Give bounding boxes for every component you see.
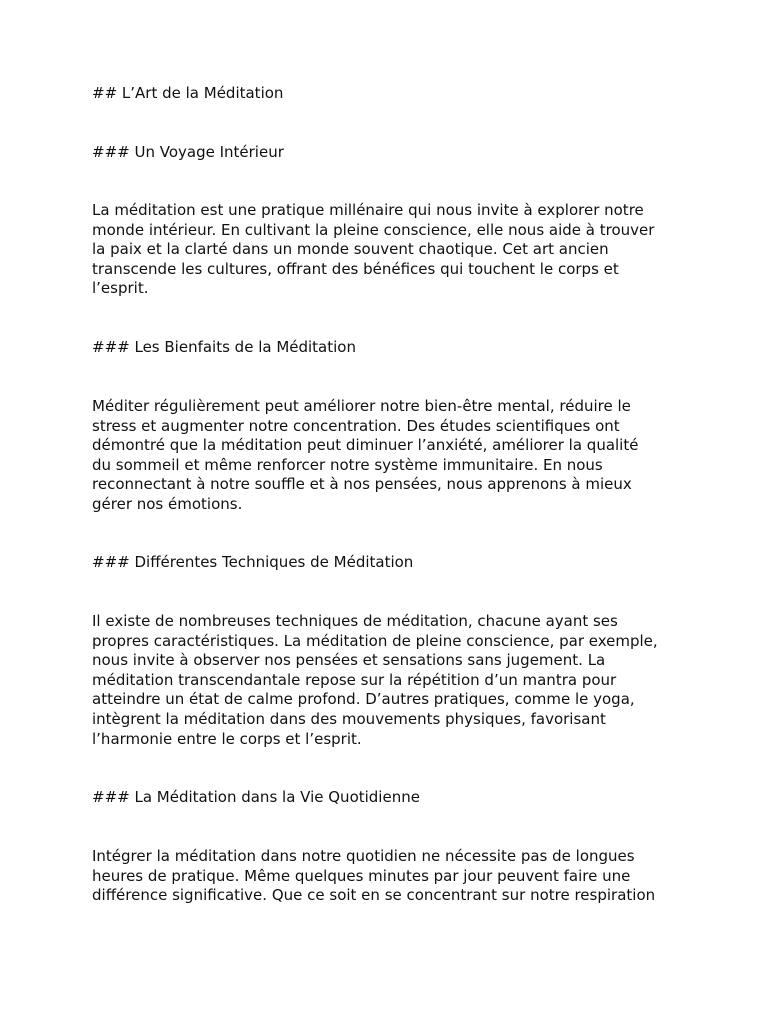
- paragraph-line: du sommeil et même renforcer notre système immunitaire. En nous: [92, 455, 603, 474]
- paragraph-line: transcende les cultures, offrant des bénéfices qui touchent le corps et: [92, 259, 619, 278]
- section-paragraph-voyage: [92, 201, 692, 299]
- section-heading: ### Un Voyage Intérieur: [92, 143, 284, 161]
- document-title: ## L’Art de la Méditation: [92, 84, 284, 102]
- section-heading: ### Différentes Techniques de Méditation: [92, 553, 414, 571]
- section-heading-bienfaits: [92, 338, 692, 358]
- paragraph-line: monde intérieur. En cultivant la pleine conscience, elle nous aide à trouver: [92, 220, 655, 239]
- section-heading-techniques: [92, 553, 692, 573]
- paragraph-line: la paix et la clarté dans un monde souvent chaotique. Cet art ancien: [92, 240, 609, 259]
- paragraph-line: La méditation est une pratique millénaire qui nous invite à explorer notre: [92, 201, 644, 219]
- section-paragraph-bienfaits: [92, 397, 692, 515]
- document-title-block: [92, 84, 692, 104]
- section-paragraph-techniques: [92, 612, 692, 749]
- paragraph-line: méditation transcendantale repose sur la répétition d’un mantra pour: [92, 670, 617, 689]
- paragraph-line: intègrent la méditation dans des mouvements physiques, favorisant: [92, 709, 606, 728]
- paragraph-line: démontré que la méditation peut diminuer l’anxiété, améliorer la qualité: [92, 436, 639, 455]
- paragraph-line: heures de pratique. Même quelques minutes par jour peuvent faire une: [92, 866, 631, 885]
- paragraph-line: Intégrer la méditation dans notre quotidien ne nécessite pas de longues: [92, 847, 635, 865]
- section-heading: ### La Méditation dans la Vie Quotidienne: [92, 788, 420, 806]
- section-heading-voyage: [92, 143, 692, 163]
- paragraph-line: l’esprit.: [92, 279, 149, 298]
- paragraph-line: gérer nos émotions.: [92, 494, 243, 513]
- paragraph-line: atteindre un état de calme profond. D’autres pratiques, comme le yoga,: [92, 690, 635, 709]
- paragraph-line: différence significative. Que ce soit en se concentrant sur notre respiration: [92, 886, 656, 905]
- section-heading: ### Les Bienfaits de la Méditation: [92, 338, 356, 356]
- paragraph-line: reconnectant à notre souffle et à nos pensées, nous apprenons à mieux: [92, 475, 632, 494]
- paragraph-line: Méditer régulièrement peut améliorer notre bien-être mental, réduire le: [92, 397, 631, 415]
- paragraph-line: propres caractéristiques. La méditation de pleine conscience, par exemple,: [92, 631, 658, 650]
- section-paragraph-quotidien: [92, 847, 692, 906]
- paragraph-line: stress et augmenter notre concentration. Des études scientifiques ont: [92, 416, 620, 435]
- paragraph-line: nous invite à observer nos pensées et sensations sans jugement. La: [92, 651, 606, 670]
- paragraph-line: Il existe de nombreuses techniques de méditation, chacune ayant ses: [92, 612, 618, 630]
- section-heading-quotidien: [92, 788, 692, 808]
- paragraph-line: l’harmonie entre le corps et l’esprit.: [92, 729, 362, 748]
